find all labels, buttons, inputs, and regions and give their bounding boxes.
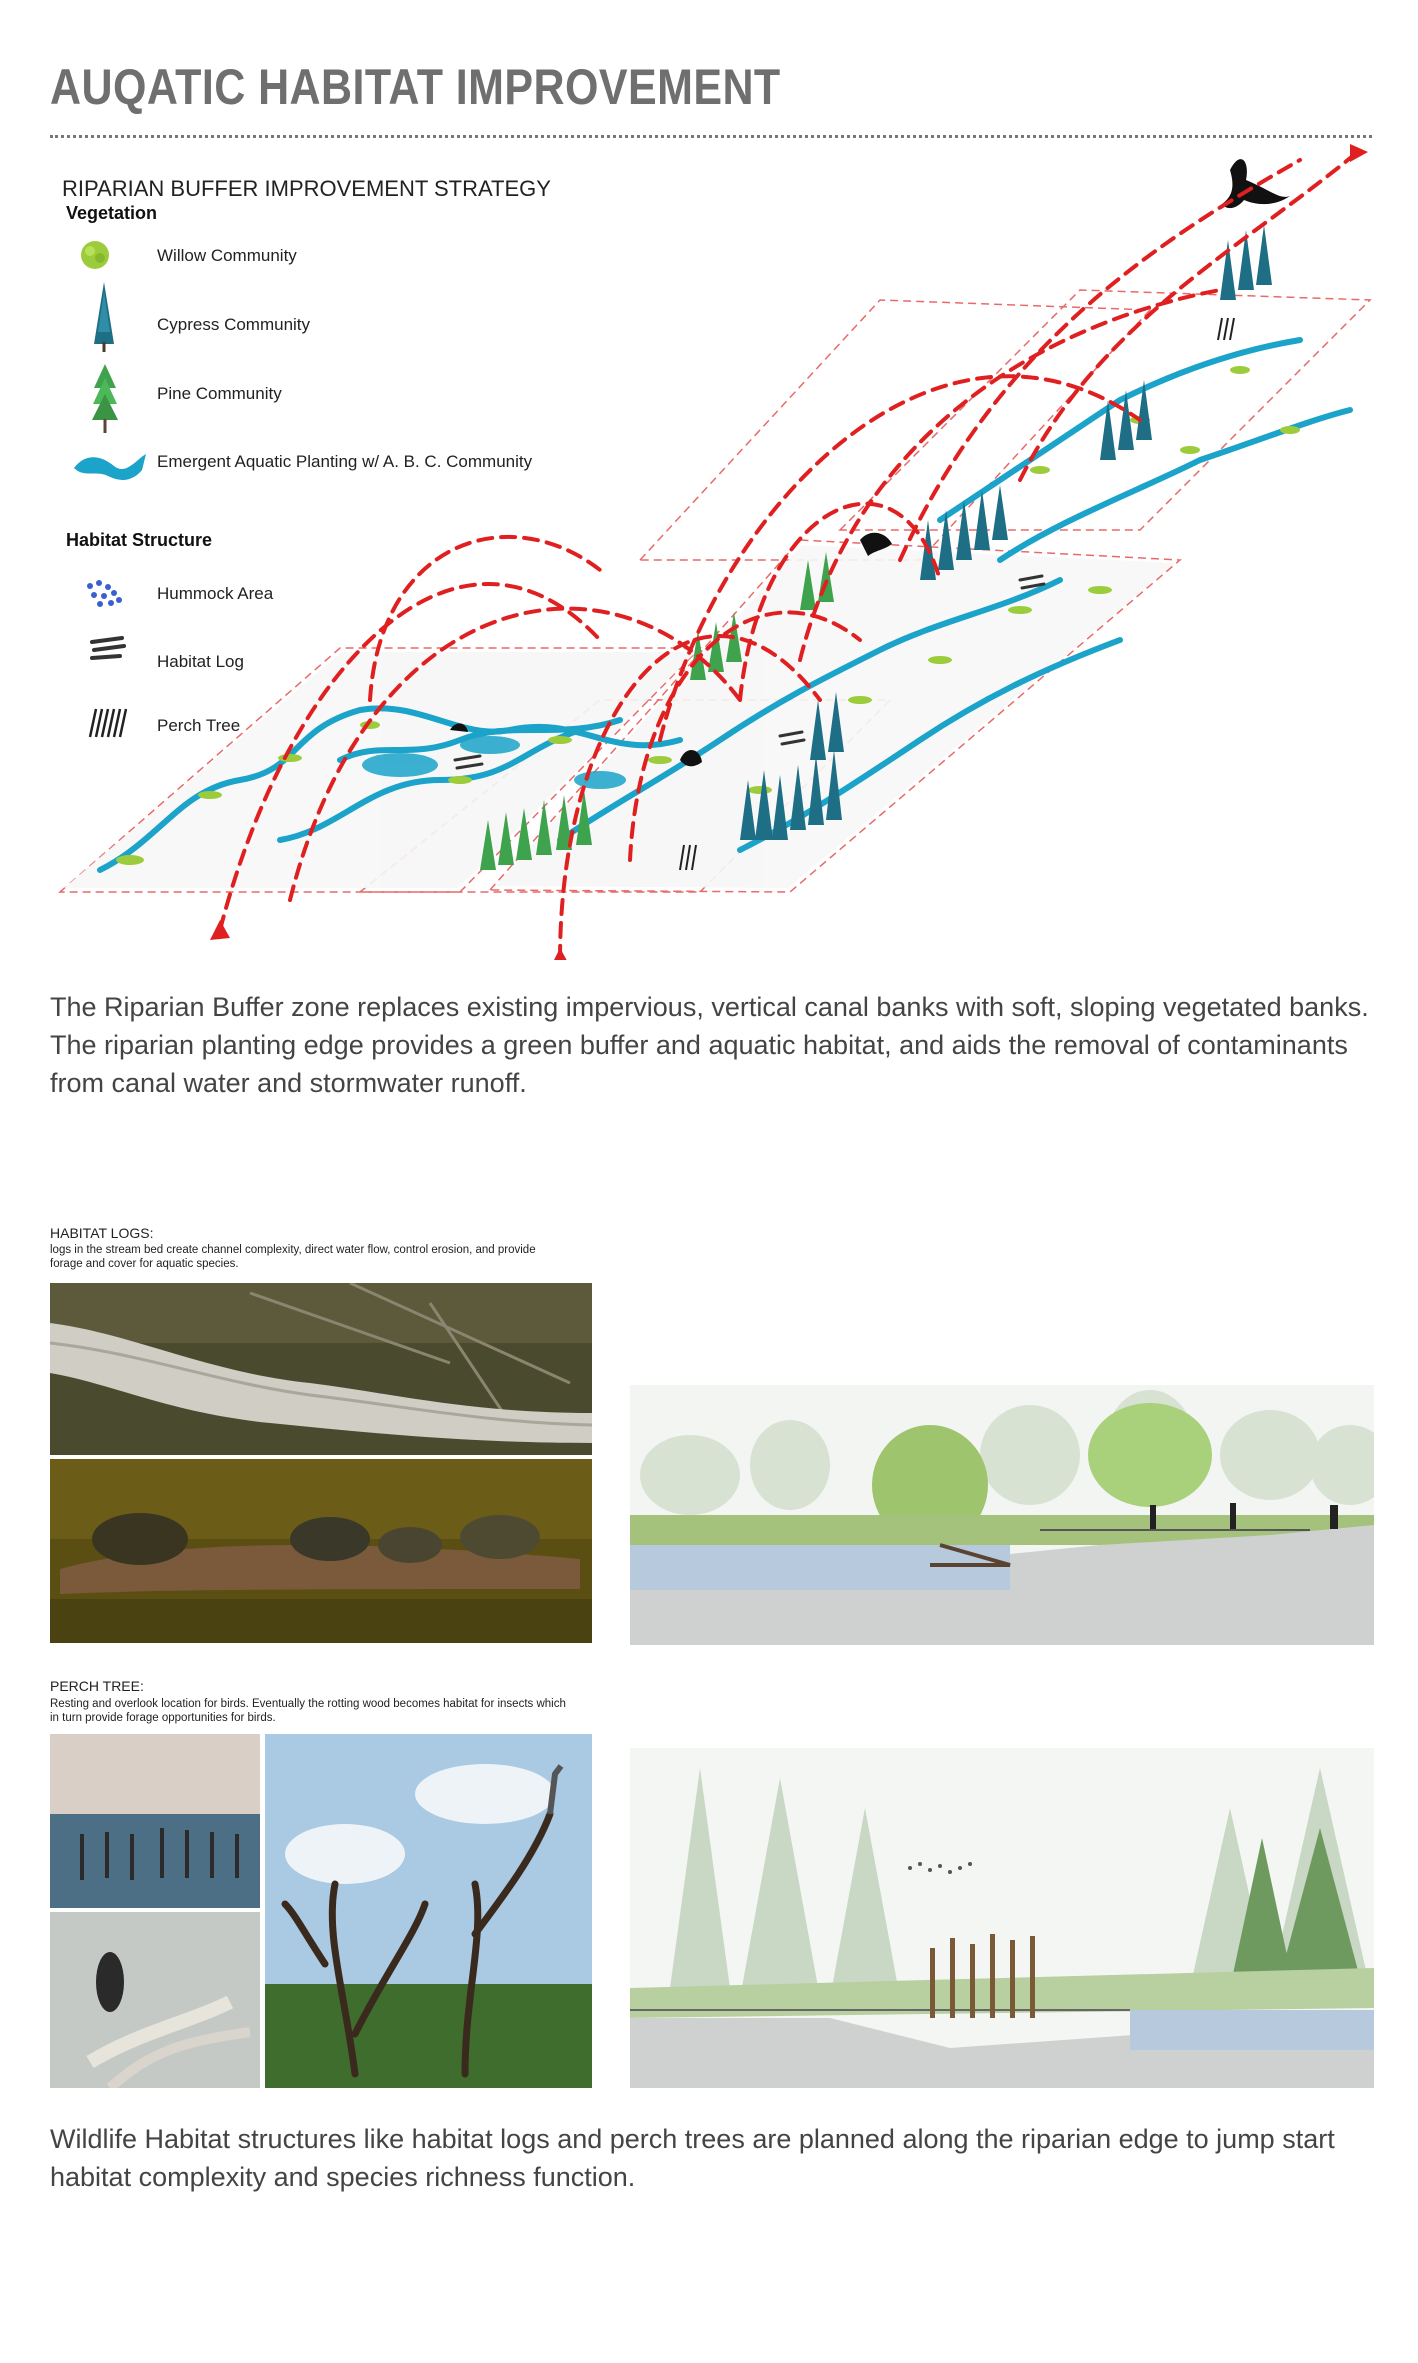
legend-label-cypress: Cypress Community [157,315,311,334]
perch-tree-description: Resting and overlook location for birds. Eventually the rotting wood becomes habitat for insects which in turn provide forage opportunities for birds. [50,1698,566,1724]
vegetation-heading: Vegetation [66,203,158,223]
legend-label-log: Habitat Log [157,652,244,671]
page-title: AUQATIC HABITAT IMPROVEMENT [50,59,781,115]
habitat-structure-heading: Habitat Structure [66,530,213,550]
habitat-structures-description: Wildlife Habitat structures like habitat logs and perch trees are planned along the riparian edge to jump start habitat complexity and species richness function. [50,2124,1335,2192]
section-perch-tree [630,1748,1374,2088]
photo-cormorant-on-driftwood [50,1912,260,2088]
legend-label-hummock: Hummock Area [157,584,274,603]
photo-heron-on-dead-tree [265,1734,592,2088]
legend-label-perch: Perch Tree [157,716,241,735]
legend-label-aquatic: Emergent Aquatic Planting w/ A. B. C. Community [157,452,533,471]
riparian-description: The Riparian Buffer zone replaces existing impervious, vertical canal banks with soft, sloping vegetated banks. The riparian planting edge provides a green buffer and aquatic habitat, and aids the removal of contaminants from canal water and stormwater runoff. [50,992,1369,1098]
photo-fallen-log [50,1283,592,1455]
perch-tree-title: PERCH TREE: [50,1678,144,1694]
title-divider [50,135,1372,138]
photo-pilings-with-birds [50,1734,260,1908]
photo-turtles-on-log [50,1459,592,1643]
legend-label-willow: Willow Community [157,246,297,265]
legend-heading: RIPARIAN BUFFER IMPROVEMENT STRATEGY [62,176,551,201]
legend-label-pine: Pine Community [157,384,282,403]
habitat-logs-description: logs in the stream bed create channel complexity, direct water flow, control erosion, and provide forage and cover for aquatic species. [50,1244,536,1270]
section-habitat-log [630,1385,1374,1645]
habitat-logs-title: HABITAT LOGS: [50,1225,154,1241]
riparian-axonometric-diagram [40,140,1380,965]
